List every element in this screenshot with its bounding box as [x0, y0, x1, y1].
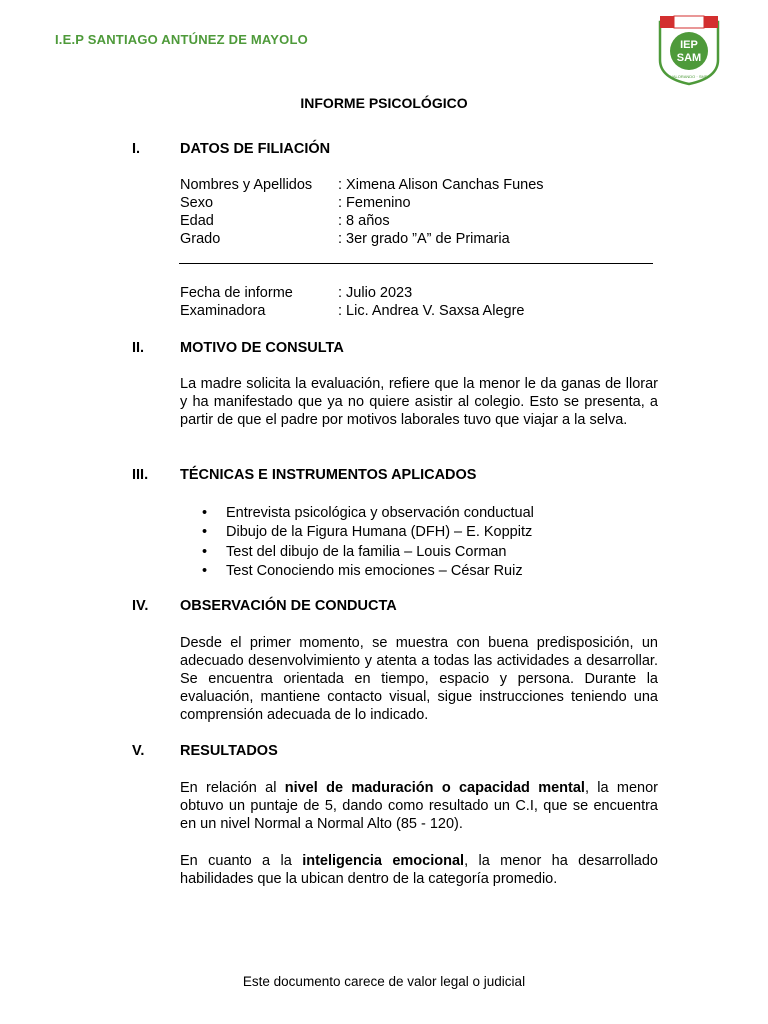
text-segment: En relación al: [180, 780, 285, 796]
section-title-resultados: RESULTADOS: [180, 743, 278, 759]
field-label: Edad: [180, 213, 214, 229]
svg-text:VALORANDO · SMP: VALORANDO · SMP: [670, 74, 708, 79]
svg-text:SAM: SAM: [676, 52, 702, 64]
resultados-paragraph-1: [180, 779, 658, 833]
field-row: [180, 212, 390, 230]
list-item-text: Dibujo de la Figura Humana (DFH) – E. Koppitz: [226, 524, 533, 541]
list-item: [180, 543, 534, 562]
document-title: INFORME PSICOLÓGICO: [300, 95, 468, 111]
divider-line: [179, 263, 653, 264]
bullet-icon: •: [202, 524, 208, 541]
field-label: Grado: [180, 231, 221, 247]
section-number: II.: [132, 340, 145, 356]
school-logo: [658, 14, 720, 86]
list-item-text: Test Conociendo mis emociones – César Ruiz: [226, 562, 523, 579]
footer-disclaimer: Este documento carece de valor legal o judicial: [242, 974, 526, 989]
bullet-icon: •: [202, 562, 208, 579]
field-row: [180, 230, 510, 248]
text-segment: En cuanto a la: [180, 853, 303, 869]
field-label: Examinadora: [180, 303, 266, 319]
section-title-tecnicas: TÉCNICAS E INSTRUMENTOS APLICADOS: [180, 467, 477, 483]
field-label: Sexo: [180, 195, 214, 211]
field-row: [180, 176, 544, 194]
field-value: : Lic. Andrea V. Saxsa Alegre: [338, 303, 525, 319]
list-item: [180, 504, 534, 523]
field-value: : 8 años: [338, 213, 390, 229]
bold-term: nivel de maduración o capacidad mental: [284, 780, 585, 796]
bold-term: inteligencia emocional: [302, 853, 465, 869]
observacion-paragraph: Desde el primer momento, se muestra con buena predisposición, un adecuado desenvolvimiento y atenta a todas las actividades a desarrollar. Se encuentra orientada en tiempo, espacio y persona. Durante la evaluación, mantiene contacto visual, sigue instrucciones teniendo una comprensión adecuada de lo indicado.: [180, 635, 658, 723]
field-value: : Femenino: [338, 195, 411, 211]
field-row: [180, 302, 524, 320]
bullet-icon: •: [202, 505, 208, 521]
section-number: I.: [132, 141, 141, 157]
list-item: [180, 523, 534, 542]
section-number: V.: [132, 743, 145, 759]
tecnicas-list: [180, 504, 534, 581]
field-label: Fecha de informe: [180, 285, 293, 301]
field-label: Nombres y Apellidos: [180, 177, 313, 193]
section-number: IV.: [132, 598, 149, 614]
text-segment: , la menor obtuvo un puntaje de 5, dando como resultado un C.I, que se encuentra en un nivel Normal a Normal Alto (85 - 120).: [180, 780, 658, 832]
list-item-text: Test del dibujo de la familia – Louis Corman: [226, 543, 507, 560]
field-value: : 3er grado ”A” de Primaria: [338, 231, 510, 247]
svg-text:IEP: IEP: [680, 39, 698, 51]
motivo-paragraph: La madre solicita la evaluación, refiere que la menor le da ganas de llorar y ha manifestado que ya no quiere asistir al colegio. Esto se presenta, a partir de que el padre por motivos laborales tuvo que viajar a la selva.: [180, 376, 658, 428]
section-title-motivo: MOTIVO DE CONSULTA: [180, 340, 344, 356]
bullet-icon: •: [202, 543, 208, 560]
field-value: : Ximena Alison Canchas Funes: [338, 177, 544, 193]
school-name: I.E.P SANTIAGO ANTÚNEZ DE MAYOLO: [55, 32, 308, 47]
section-title-observacion: OBSERVACIÓN DE CONDUCTA: [180, 598, 397, 614]
section-number: III.: [132, 467, 149, 483]
field-row: [180, 284, 412, 302]
field-value: : Julio 2023: [338, 285, 413, 301]
resultados-paragraph-2: [180, 852, 658, 888]
list-item: [180, 562, 534, 581]
list-item-text: Entrevista psicológica y observación conductual: [226, 505, 534, 521]
section-title-filiacion: DATOS DE FILIACIÓN: [180, 141, 331, 157]
text-segment: , la menor ha desarrollado habilidades que la ubican dentro de la categoría promedio.: [180, 853, 658, 887]
field-row: [180, 194, 411, 212]
